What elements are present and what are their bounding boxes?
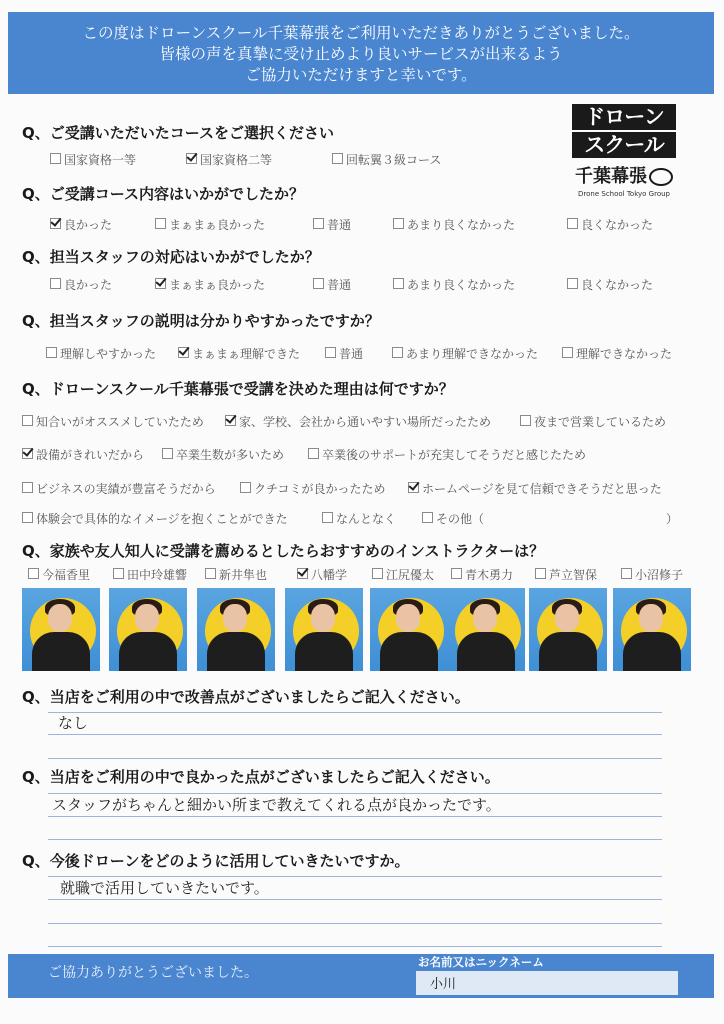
checkbox[interactable] [322, 512, 333, 523]
answer-improvements[interactable]: なし [58, 714, 89, 732]
option-reason-7[interactable] [22, 480, 216, 497]
footer-banner [8, 954, 714, 998]
checkbox[interactable] [392, 347, 403, 358]
option-course-2[interactable] [186, 151, 272, 168]
question-future-use: Q、今後ドローンをどのように活用していきたいですか。 [22, 852, 410, 870]
drone-school-logo [572, 104, 676, 210]
option-label: ビジネスの実績が豊富そうだから [36, 482, 216, 496]
option-response-4[interactable] [393, 276, 515, 293]
checkbox[interactable] [162, 448, 173, 459]
option-label: ホームページを見て信頼できそうだと思った [422, 482, 662, 496]
checkbox[interactable] [155, 218, 166, 229]
checkbox[interactable] [393, 278, 404, 289]
name-label: お名前又はニックネーム [418, 955, 544, 969]
option-label: クチコミが良かったため [254, 482, 386, 496]
checkbox[interactable] [621, 568, 632, 579]
checkbox[interactable] [567, 218, 578, 229]
option-label: 良かった [64, 218, 113, 232]
option-label: 卒業生数が多いため [176, 448, 285, 462]
option-explanation-1[interactable] [46, 345, 156, 362]
instructor-option-4[interactable] [297, 566, 347, 583]
option-reason-11[interactable] [322, 510, 396, 527]
checkbox[interactable] [22, 482, 33, 493]
option-label: まぁまぁ良かった [169, 218, 266, 232]
option-reason-12[interactable] [422, 510, 484, 527]
instructor-option-6[interactable] [451, 566, 513, 583]
instructor-photo [285, 588, 363, 671]
other-close-paren: ） [666, 512, 679, 526]
logo-line-3 [572, 162, 676, 188]
option-label: あまり良くなかった [407, 218, 516, 232]
question-improvements: Q、当店をご利用の中で改善点がございましたらご記入ください。 [22, 688, 470, 706]
instructor-name: 江尻優太 [386, 568, 435, 582]
answer-line [48, 946, 662, 947]
instructor-photo [22, 588, 100, 671]
option-reason-4[interactable] [22, 446, 144, 463]
option-explanation-3[interactable] [325, 345, 363, 362]
checkbox[interactable] [178, 347, 189, 358]
answer-line [48, 758, 662, 759]
question-instructor: Q、家族や友人知人に受講を薦めるとしたらおすすめのインストラクターは？ [22, 542, 545, 560]
option-label: あまり良くなかった [407, 278, 516, 292]
option-course-1[interactable] [50, 151, 136, 168]
instructor-photo [197, 588, 275, 671]
option-explanation-2[interactable] [178, 345, 300, 362]
option-response-2[interactable] [155, 276, 265, 293]
option-content-2[interactable] [155, 216, 265, 233]
option-content-1[interactable] [50, 216, 112, 233]
instructor-name: 田中玲雄響 [127, 568, 188, 582]
header-line-1: この度はドローンスクール千葉幕張をご利用いただきありがとうございました。 [82, 24, 640, 42]
answer-line [48, 923, 662, 924]
checkbox[interactable] [408, 482, 419, 493]
instructor-option-3[interactable] [205, 566, 267, 583]
option-label: 普通 [327, 218, 352, 232]
checkbox[interactable] [205, 568, 216, 579]
option-reason-10[interactable] [22, 510, 288, 527]
question-course-content: Q、ご受講コース内容はいかがでしたか？ [22, 185, 305, 203]
instructor-option-7[interactable] [535, 566, 597, 583]
logo-line-1: ドローン [572, 104, 676, 130]
answer-line [48, 839, 662, 840]
option-reason-8[interactable] [240, 480, 386, 497]
checkbox[interactable] [155, 278, 166, 289]
question-staff-explanation: Q、担当スタッフの説明は分かりやすかったですか？ [22, 312, 380, 330]
checkbox[interactable] [567, 278, 578, 289]
option-label: 良かった [64, 278, 113, 292]
question-staff-response: Q、担当スタッフの対応はいかがでしたか？ [22, 248, 320, 266]
name-value: 小川 [430, 977, 457, 992]
checkbox[interactable] [393, 218, 404, 229]
answer-line [48, 876, 662, 877]
answer-line [48, 816, 662, 817]
option-reason-1[interactable] [22, 413, 204, 430]
instructor-name: 小沼修子 [635, 568, 684, 582]
option-label: 夜まで営業しているため [534, 415, 667, 429]
option-label: 良くなかった [581, 278, 654, 292]
header-line-2: 皆様の声を真摯に受け止めより良いサービスが出来るよう [159, 45, 563, 63]
instructor-name: 八幡学 [311, 568, 348, 582]
option-content-3[interactable] [313, 216, 351, 233]
option-label: 理解しやすかった [60, 347, 157, 361]
checkbox[interactable] [50, 218, 61, 229]
instructor-photo [613, 588, 691, 671]
answer-line [48, 712, 662, 713]
instructor-name: 新井隼也 [219, 568, 268, 582]
footer-thanks: ご協力ありがとうございました。 [48, 965, 258, 981]
instructor-option-8[interactable] [621, 566, 683, 583]
instructor-photo [370, 588, 448, 671]
option-label: 普通 [327, 278, 352, 292]
answer-line [48, 899, 662, 900]
checkbox[interactable] [535, 568, 546, 579]
answer-line [48, 793, 662, 794]
answer-future-use[interactable]: 就職で活用していきたいです。 [60, 879, 269, 897]
checkbox[interactable] [46, 347, 57, 358]
checkbox[interactable] [520, 415, 531, 426]
checkbox[interactable] [372, 568, 383, 579]
option-response-3[interactable] [313, 276, 351, 293]
checkbox[interactable] [186, 153, 197, 164]
option-reason-2[interactable] [225, 413, 491, 430]
option-reason-3[interactable] [520, 413, 666, 430]
checkbox[interactable] [225, 415, 236, 426]
option-label: その他（ [436, 512, 485, 526]
question-reason: Q、ドローンスクール千葉幕張で受講を決めた理由は何ですか？ [22, 380, 454, 398]
option-content-4[interactable] [393, 216, 515, 233]
answer-line [48, 734, 662, 735]
header-line-3: ご協力いただけますと幸いです。 [245, 66, 477, 84]
instructor-name: 今福香里 [42, 568, 91, 582]
option-response-1[interactable] [50, 276, 112, 293]
option-label: 国家資格一等 [64, 153, 137, 167]
option-label: 回転翼３級コース [346, 153, 442, 167]
checkbox[interactable] [562, 347, 573, 358]
instructor-name: 青木勇力 [465, 568, 514, 582]
checkbox[interactable] [308, 448, 319, 459]
option-content-5[interactable] [567, 216, 653, 233]
instructor-photo [529, 588, 607, 671]
option-explanation-5[interactable] [562, 345, 672, 362]
checkbox[interactable] [297, 568, 308, 579]
checkbox[interactable] [50, 153, 61, 164]
option-response-5[interactable] [567, 276, 653, 293]
option-label: 普通 [339, 347, 364, 361]
logo-line-3-text: 千葉幕張 [575, 166, 647, 187]
logo-line-4: Drone School Tokyo Group [578, 190, 670, 198]
question-course: Q、ご受講いただいたコースをご選択ください [22, 124, 335, 142]
checkbox[interactable] [22, 512, 33, 523]
option-label: 良くなかった [581, 218, 654, 232]
option-label: 設備がきれいだから [36, 448, 145, 462]
option-label: 知合いがオススメしていたため [36, 415, 204, 429]
header-banner [8, 12, 714, 94]
checkbox[interactable] [113, 568, 124, 579]
option-explanation-4[interactable] [392, 345, 538, 362]
instructor-name: 芦立智保 [549, 568, 598, 582]
option-label: なんとなく [336, 512, 397, 526]
logo-line-2: スクール [572, 132, 676, 158]
instructor-option-5[interactable] [372, 566, 434, 583]
instructor-option-1[interactable] [28, 566, 90, 583]
checkbox[interactable] [332, 153, 343, 164]
checkbox[interactable] [28, 568, 39, 579]
checkbox[interactable] [22, 448, 33, 459]
question-good-points: Q、当店をご利用の中で良かった点がございましたらご記入ください。 [22, 768, 500, 786]
option-reason-6[interactable] [308, 446, 586, 463]
option-label: まぁまぁ理解できた [192, 347, 301, 361]
option-label: あまり理解できなかった [406, 347, 539, 361]
option-reason-9[interactable] [408, 480, 662, 497]
option-label: 理解できなかった [576, 347, 673, 361]
checkbox[interactable] [451, 568, 462, 579]
option-course-3[interactable] [332, 151, 441, 168]
drone-swirl-icon [649, 168, 673, 186]
checkbox[interactable] [240, 482, 251, 493]
option-label: まぁまぁ良かった [169, 278, 266, 292]
instructor-option-2[interactable] [113, 566, 187, 583]
option-label: 卒業後のサポートが充実してそうだと感じたため [322, 448, 587, 462]
instructor-photo [447, 588, 525, 671]
checkbox[interactable] [422, 512, 433, 523]
option-label: 国家資格二等 [200, 153, 273, 167]
checkbox[interactable] [313, 218, 324, 229]
option-label: 体験会で具体的なイメージを抱くことができた [36, 512, 288, 526]
instructor-photo [109, 588, 187, 671]
checkbox[interactable] [22, 415, 33, 426]
option-label: 家、学校、会社から通いやすい場所だったため [239, 415, 492, 429]
option-reason-5[interactable] [162, 446, 284, 463]
checkbox[interactable] [313, 278, 324, 289]
checkbox[interactable] [325, 347, 336, 358]
checkbox[interactable] [50, 278, 61, 289]
answer-good-points[interactable]: スタッフがちゃんと細かい所まで教えてくれる点が良かったです。 [52, 796, 501, 814]
